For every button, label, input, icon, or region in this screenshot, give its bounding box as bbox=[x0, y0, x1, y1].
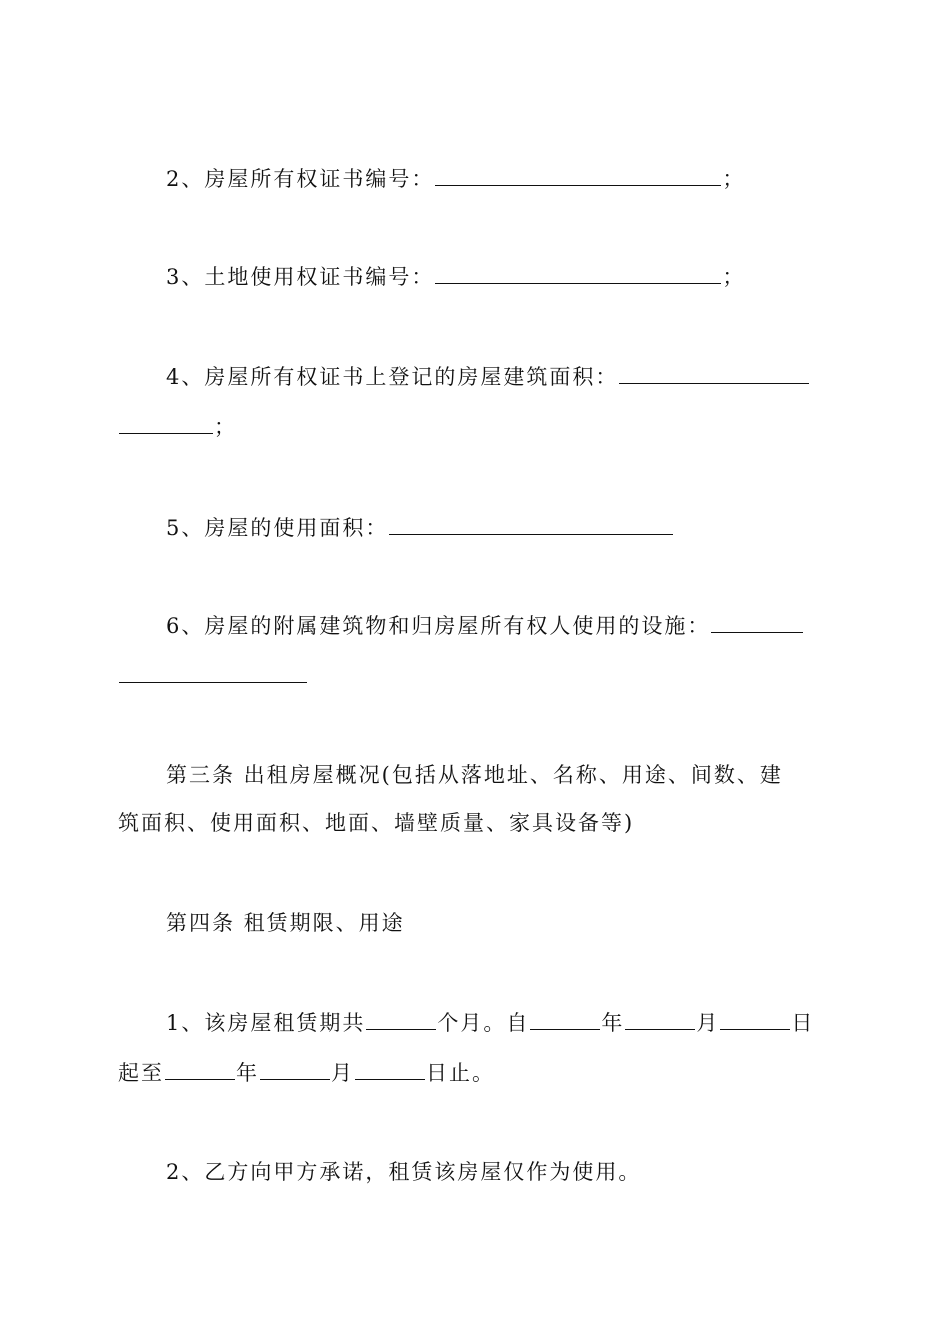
facilities-blank-2[interactable] bbox=[119, 662, 307, 683]
article-3-line-1: 第三条 出租房屋概况(包括从落地址、名称、用途、间数、建 bbox=[166, 763, 783, 787]
start-day-blank[interactable] bbox=[720, 1009, 790, 1030]
end-month-blank[interactable] bbox=[260, 1059, 330, 1080]
item-3-label: 3、土地使用权证书编号： bbox=[166, 265, 435, 289]
item-4-building-area bbox=[166, 362, 810, 392]
usable-area-blank[interactable] bbox=[389, 514, 673, 535]
item-6-continuation bbox=[118, 661, 308, 691]
building-area-blank-1[interactable] bbox=[619, 363, 809, 384]
property-certificate-blank[interactable] bbox=[435, 165, 721, 186]
item-5-usable-area bbox=[166, 513, 674, 543]
item-6-label: 6、房屋的附属建筑物和归房屋所有权人使用的设施： bbox=[166, 614, 711, 638]
start-month-blank[interactable] bbox=[625, 1009, 695, 1030]
building-area-blank-2[interactable] bbox=[119, 413, 213, 434]
item-4-continuation: ； bbox=[118, 412, 237, 442]
item-6-facilities bbox=[166, 611, 804, 641]
facilities-blank-1[interactable] bbox=[711, 612, 803, 633]
item-4-label: 4、房屋所有权证书上登记的房屋建筑面积： bbox=[166, 365, 619, 389]
lease-months-blank[interactable] bbox=[366, 1009, 436, 1030]
item-2-property-certificate: 2、房屋所有权证书编号： ； bbox=[166, 167, 746, 191]
start-year-blank[interactable] bbox=[530, 1009, 600, 1030]
item-3-land-certificate: 3、土地使用权证书编号： ； bbox=[166, 265, 746, 289]
article-3-line-2: 筑面积、使用面积、地面、墙壁质量、家具设备等) bbox=[118, 811, 635, 835]
item-2-label: 2、房屋所有权证书编号： bbox=[166, 167, 435, 191]
end-day-blank[interactable] bbox=[355, 1059, 425, 1080]
term-line-2: 起至 年 月 日止。 bbox=[118, 1061, 495, 1085]
term-line-1: 1、该房屋租赁期共 个月。自 年 月 日 bbox=[166, 1011, 815, 1035]
use-statement: 2、乙方向甲方承诺，租赁该房屋仅作为使用。 bbox=[166, 1160, 642, 1184]
land-certificate-blank[interactable] bbox=[435, 263, 721, 284]
article-4-title: 第四条 租赁期限、用途 bbox=[166, 911, 405, 935]
item-5-label: 5、房屋的使用面积： bbox=[166, 516, 389, 540]
end-year-blank[interactable] bbox=[165, 1059, 235, 1080]
